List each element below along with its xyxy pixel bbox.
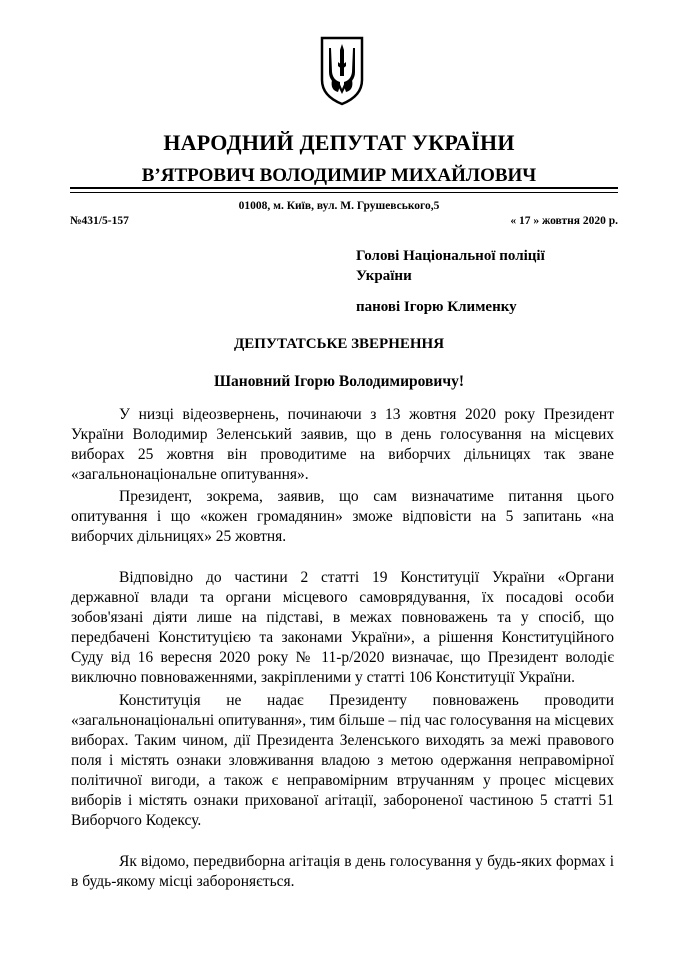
body-paragraph-2: Президент, зокрема, заявив, що сам визначатиме питання цього опитування і що «кожен громадянин» зможе відповісти на 5 запитань «на виборчих дільницях» 25 жовтня. bbox=[71, 488, 614, 545]
reference-date: « 17 » жовтня 2020 р. bbox=[510, 215, 618, 227]
trident-emblem-icon bbox=[318, 36, 366, 106]
letterhead-divider-thin bbox=[70, 192, 618, 193]
recipient-line-2: України bbox=[356, 268, 412, 284]
body-paragraph-1: У низці відеозвернень, починаючи з 13 жовтня 2020 року Президент України Володимир Зеленський заявив, що в день голосування на місцевих виборах 25 жовтня він проводитиме на виборчих дільницях так зване «загальнонаціональне опитування». bbox=[71, 406, 614, 483]
body-paragraph-3: Відповідно до частини 2 статті 19 Конституції України «Органи державної влади та органи місцевого самоврядування, їх посадові особи зобов'язані діяти лише на підставі, в межах повноважень та у спосіб, що передбачені Конституцією та законами України», а рішення Конституційного Суду від 16 вересня 2020 року № 11-р/2020 визначає, що Президент володіє виключно повноваженнями, закріпленими у статті 106 Конституції України. bbox=[71, 569, 614, 686]
deputy-name: В’ЯТРОВИЧ ВОЛОДИМИР МИХАЙЛОВИЧ bbox=[141, 165, 537, 186]
body-paragraph-4: Конституція не надає Президенту повноважень проводити «загальнонаціональні опитування», тим більше – під час голосування на місцевих виборах. Таким чином, дії Президента Зеленського виходять за межі правового поля і містять ознаки зловживання владою з метою одержання неправомірної політичної вигоди, а також є неправомірним втручанням у процес місцевих виборів і містять ознаки прихованої агітації, забороненої частиною 5 статті 51 Виборчого Кодексу. bbox=[71, 692, 614, 829]
recipient-title bbox=[356, 246, 636, 286]
document-heading: ДЕПУТАТСЬКЕ ЗВЕРНЕННЯ bbox=[233, 336, 445, 352]
recipient-line-1: Голові Національної поліції bbox=[356, 248, 545, 264]
deputy-title: НАРОДНИЙ ДЕПУТАТ УКРАЇНИ bbox=[163, 130, 515, 155]
recipient-name: панові Ігорю Клименку bbox=[356, 299, 517, 315]
reference-number: №431/5-157 bbox=[70, 215, 129, 227]
office-address: 01008, м. Київ, вул. М. Грушевського,5 bbox=[238, 200, 440, 212]
body-paragraph-5: Як відомо, передвиборна агітація в день голосування у будь-яких формах і в будь-якому місці забороняється. bbox=[71, 853, 614, 890]
letterhead-divider-thick bbox=[70, 187, 618, 189]
salutation: Шановний Ігорю Володимировичу! bbox=[214, 373, 464, 390]
